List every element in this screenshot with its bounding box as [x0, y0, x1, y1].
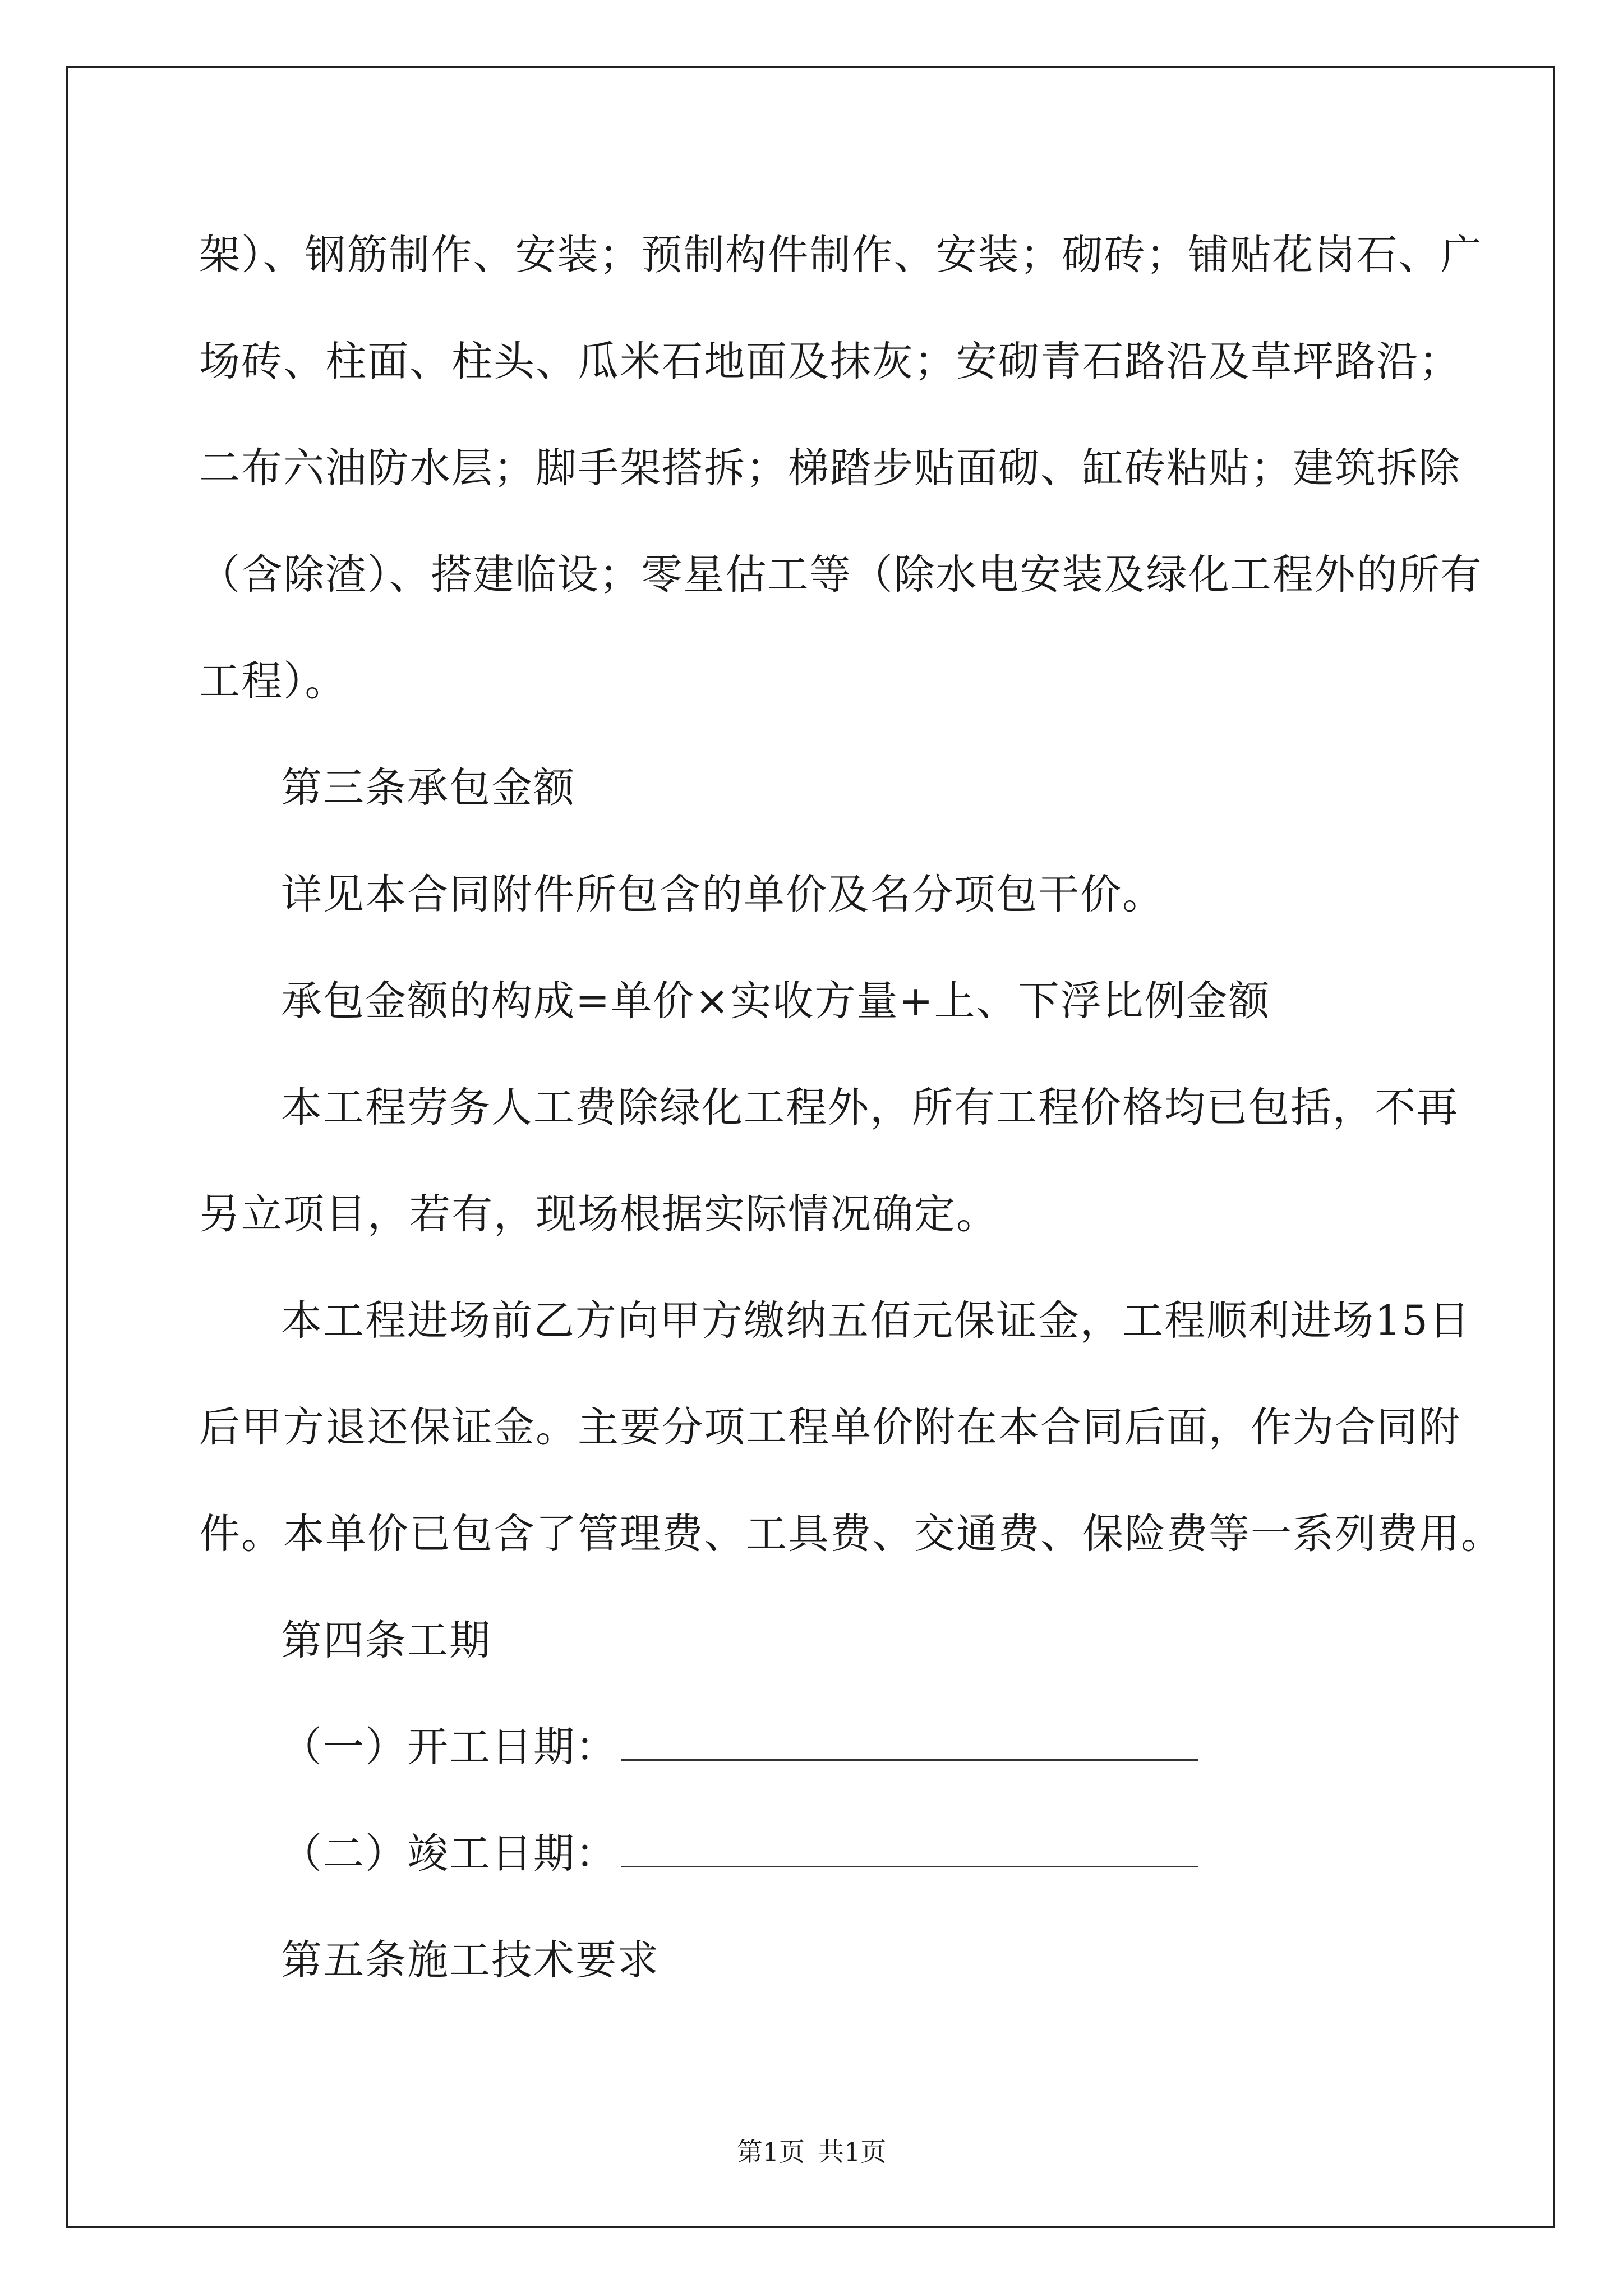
paragraph-line: 本工程劳务人工费除绿化工程外，所有工程价格均已包括，不再 [281, 1084, 1459, 1131]
paragraph-line: 承包金额的构成=单价×实收方量+上、下浮比例金额 [281, 977, 1271, 1025]
paragraph-line: （含除渣）、搭建临设；零星估工等（除水电安装及绿化工程外的所有 [199, 551, 1483, 599]
start-date-label: （一）开工日期： [281, 1723, 617, 1771]
page-total: 共1页 [818, 2137, 887, 2167]
section-heading-article-4: 第四条工期 [281, 1617, 491, 1664]
start-date-row [199, 1694, 1424, 1801]
paragraph-line: 工程）。 [199, 657, 347, 705]
paragraph-line: 架）、钢筋制作、安装；预制构件制作、安装；砌砖；铺贴花岗石、广 [199, 231, 1483, 279]
paragraph-line: 后甲方退还保证金。主要分项工程单价附在本合同后面，作为合同附 [199, 1404, 1461, 1451]
paragraph-line: 详见本合同附件所包含的单价及名分项包干价。 [281, 871, 1164, 918]
section-heading-article-3: 第三条承包金额 [281, 764, 575, 812]
page-footer [0, 2132, 1623, 2169]
paragraph-line: 本工程进场前乙方向甲方缴纳五佰元保证金，工程顺利进场15日 [281, 1297, 1471, 1345]
section-heading-article-5: 第五条施工技术要求 [281, 1936, 660, 1984]
page-number: 第1页 [736, 2137, 805, 2167]
completion-date-row [199, 1801, 1424, 1907]
document-body [199, 202, 1503, 2014]
completion-date-blank-line [621, 1831, 1198, 1867]
paragraph-line: 场砖、柱面、柱头、瓜米石地面及抹灰；安砌青石路沿及草坪路沿； [199, 338, 1461, 385]
paragraph-line: 另立项目，若有，现场根据实际情况确定。 [199, 1190, 998, 1238]
paragraph-line: 件。本单价已包含了管理费、工具费、交通费、保险费等一系列费用。 [199, 1510, 1503, 1558]
completion-date-label: （二）竣工日期： [281, 1830, 617, 1878]
start-date-blank-line [621, 1724, 1198, 1761]
paragraph-line: 二布六油防水层；脚手架搭拆；梯踏步贴面砌、缸砖粘贴；建筑拆除 [199, 444, 1461, 492]
